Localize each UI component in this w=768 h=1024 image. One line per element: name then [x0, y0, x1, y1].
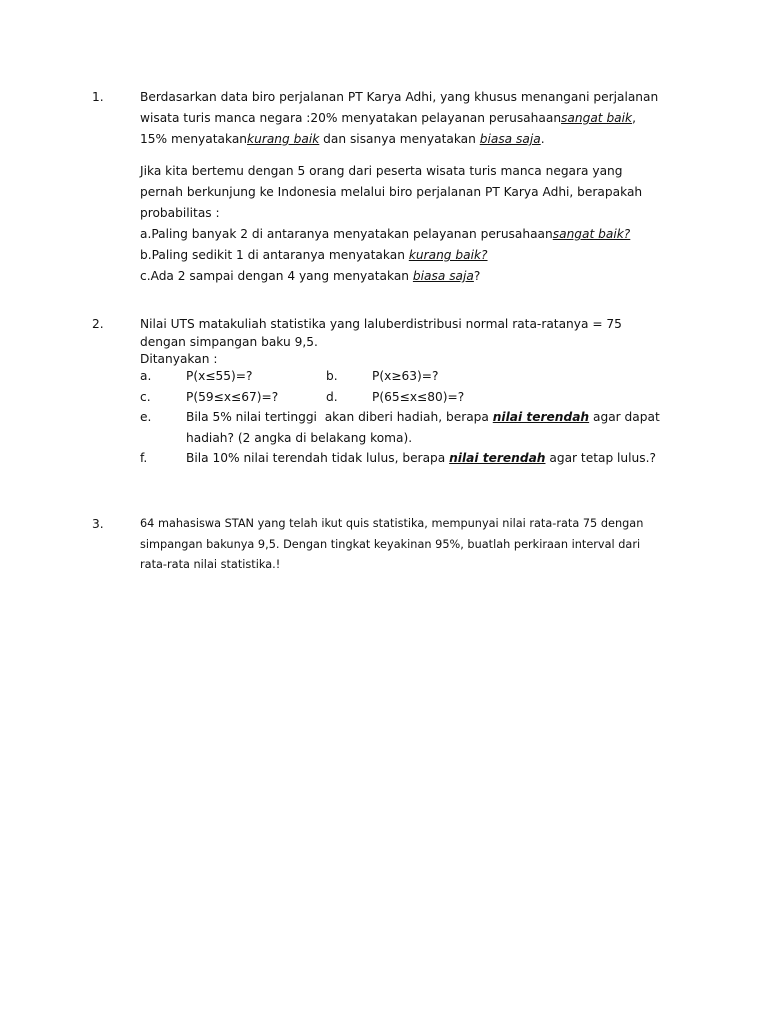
text-span: c.Ada 2 sampai dengan 4 yang menyatakan	[140, 269, 413, 283]
text-span: agar dapat	[589, 410, 660, 424]
item-text	[186, 448, 656, 469]
question-body	[140, 514, 680, 576]
emphasis: nilai terendah	[449, 451, 546, 465]
item-row-cd	[140, 387, 680, 408]
text-line: rata-rata nilai statistika.!	[140, 558, 281, 571]
text-line: Ditanyakan :	[140, 351, 218, 366]
question-number: 2.	[92, 317, 104, 331]
item-row-e-cont	[140, 428, 680, 449]
text-span: Bila 5% nilai tertinggi akan diberi hadiah, berapa	[186, 410, 493, 424]
text-span: a.Paling banyak 2 di antaranya menyatakan pelayanan perusahaan	[140, 227, 553, 241]
item-label: b.	[326, 369, 338, 383]
item-label: c.	[140, 389, 151, 404]
text-line: pernah berkunjung ke Indonesia melalui biro perjalanan PT Karya Adhi, berapakah	[140, 185, 643, 199]
item-row-f	[140, 448, 680, 469]
item-text: P(x≥63)=?	[372, 369, 439, 383]
item-text: P(59≤x≤67)=?	[186, 389, 279, 404]
text-span: agar tetap lulus.?	[545, 451, 656, 465]
question-2-items	[140, 366, 680, 469]
sub-question-b	[140, 245, 680, 266]
text-line: dengan simpangan baku 9,5.	[140, 334, 318, 349]
emphasis: kurang baik?	[408, 248, 488, 262]
text-span: dan sisanya menyatakan	[319, 132, 480, 146]
text-span: b.Paling sedikit 1 di antaranya menyatakan	[140, 248, 409, 262]
paragraph-gap	[140, 150, 680, 161]
item-label: d.	[326, 389, 338, 404]
text-span: ,	[632, 111, 636, 125]
text-span: .	[540, 132, 545, 146]
text-span: Bila 10% nilai terendah tidak lulus, berapa	[186, 451, 450, 465]
sub-question-a	[140, 224, 680, 245]
question-body	[140, 314, 680, 369]
text-line: Berdasarkan data biro perjalanan PT Karya Adhi, yang khusus menangani perjalanan	[140, 90, 659, 104]
text-line	[140, 108, 680, 129]
question-number: 3.	[92, 517, 104, 531]
question-body	[140, 87, 680, 287]
emphasis: sangat baik?	[552, 227, 631, 241]
text-span: 15% menyatakan	[140, 132, 248, 146]
sub-question-c	[140, 266, 680, 287]
emphasis: sangat baik	[561, 111, 633, 125]
text-line: Jika kita bertemu dengan 5 orang dari peserta wisata turis manca negara yang	[140, 164, 623, 178]
question-number: 1.	[92, 90, 104, 104]
text-span: wisata turis manca negara :20% menyatakan pelayanan perusahaan	[140, 111, 562, 125]
item-label: f.	[140, 451, 148, 465]
item-text	[186, 407, 660, 428]
item-row-e	[140, 407, 680, 428]
text-line: probabilitas :	[140, 206, 220, 220]
item-text: hadiah? (2 angka di belakang koma).	[186, 430, 413, 445]
text-span: ?	[473, 269, 481, 283]
item-text: P(x≤55)=?	[186, 369, 253, 383]
emphasis: kurang baik	[247, 132, 320, 146]
text-line: 64 mahasiswa STAN yang telah ikut quis statistika, mempunyai nilai rata-rata 75 dengan	[140, 517, 644, 530]
item-label: e.	[140, 410, 152, 424]
text-line: Nilai UTS matakuliah statistika yang laluberdistribusi normal rata-ratanya = 75	[140, 317, 622, 331]
emphasis: biasa saja	[412, 269, 474, 283]
item-row-ab	[140, 366, 680, 387]
item-label: a.	[140, 369, 152, 383]
emphasis: nilai terendah	[492, 410, 590, 424]
emphasis: biasa saja	[479, 132, 541, 146]
item-text: P(65≤x≤80)=?	[372, 389, 465, 404]
text-line	[140, 129, 680, 150]
text-line: simpangan bakunya 9,5. Dengan tingkat keyakinan 95%, buatlah perkiraan interval dari	[140, 537, 641, 551]
